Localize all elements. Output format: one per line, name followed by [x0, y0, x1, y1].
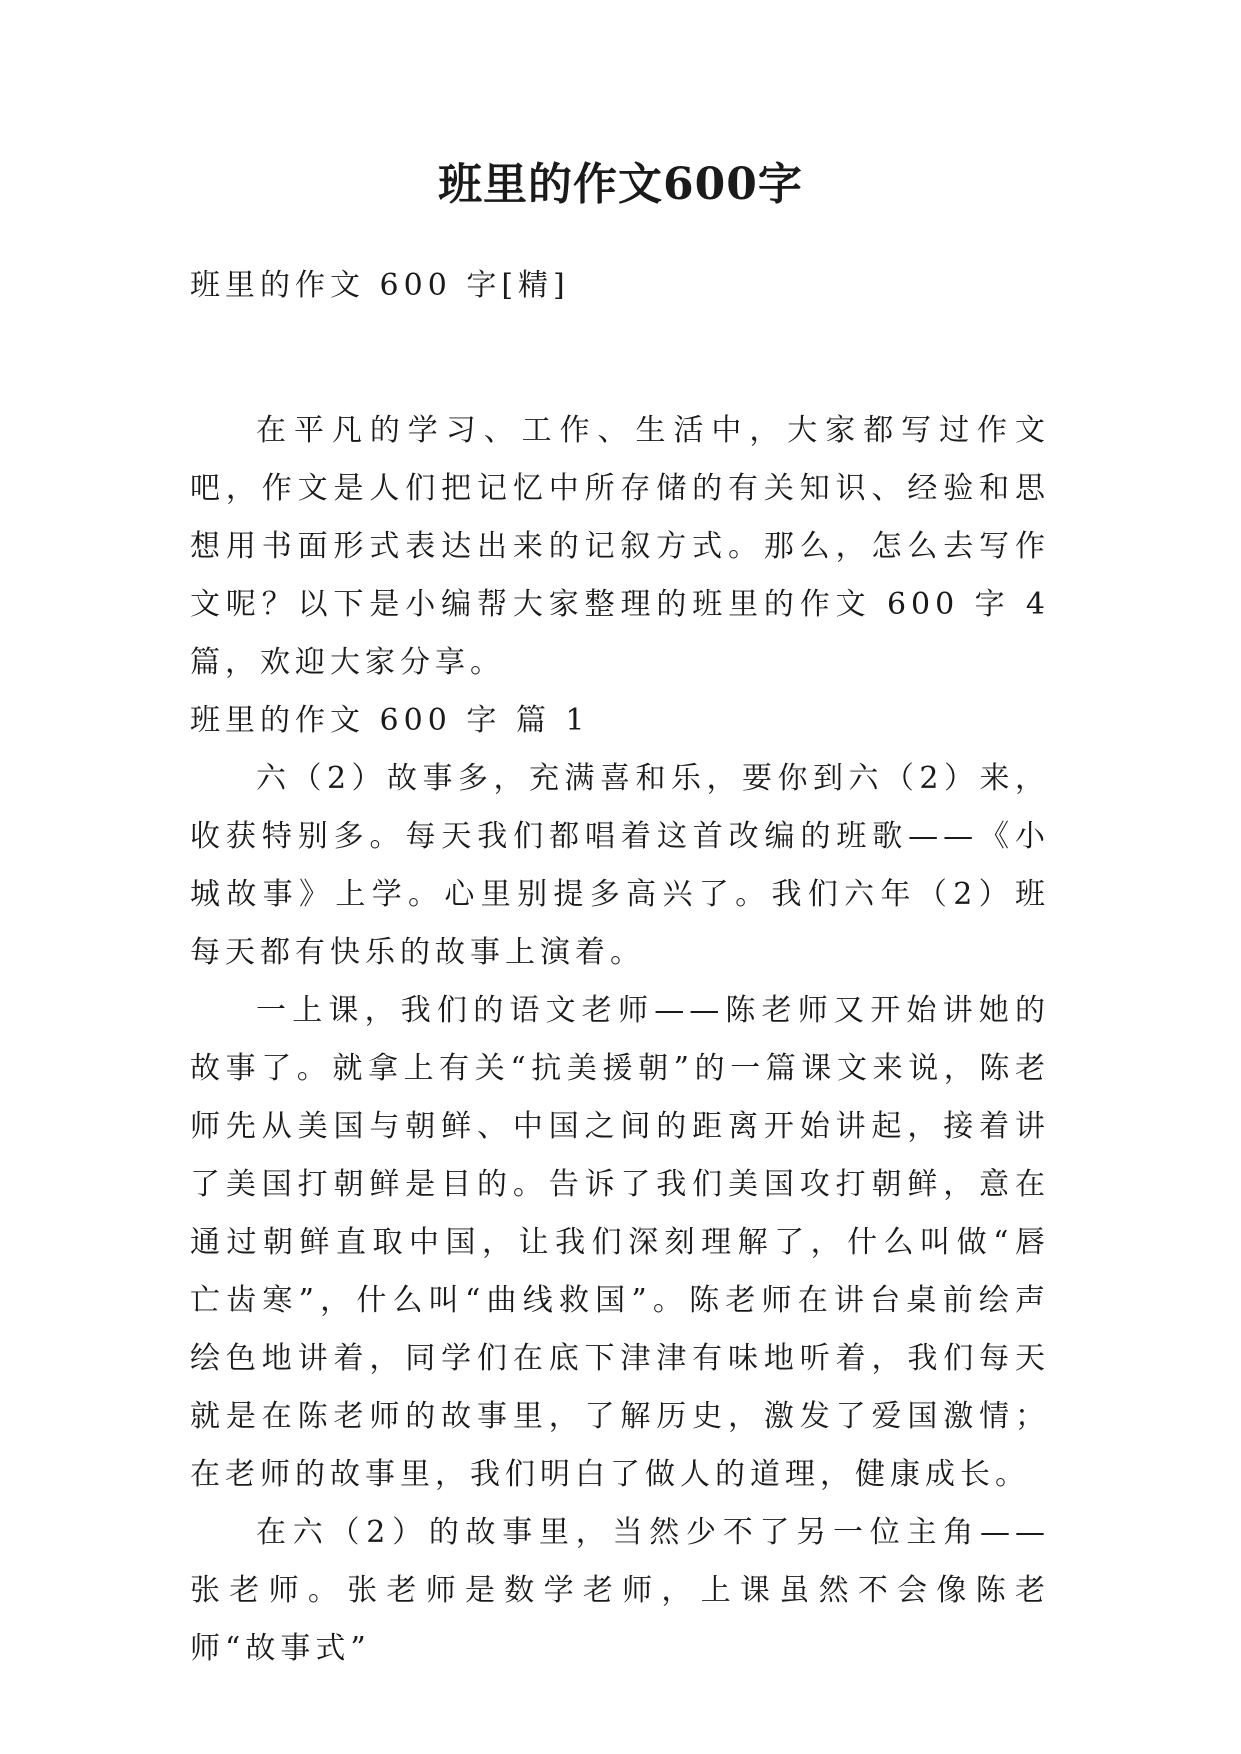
- document-title: 班里的作文600字: [438, 159, 803, 210]
- document-body: [190, 402, 1050, 1678]
- section-heading: 班里的作文 600 字 篇 1: [190, 703, 590, 738]
- intro-paragraph: 在平凡的学习、工作、生活中，大家都写过作文吧，作文是人们把记忆中所存储的有关知识、经验和思想用书面形式表达出来的记叙方式。那么，怎么去写作文呢？以下是小编帮大家整理的班里的作文 600 字 4 篇，欢迎大家分享。: [190, 413, 1050, 680]
- body-paragraph: 一上课，我们的语文老师——陈老师又开始讲她的故事了。就拿上有关“抗美援朝”的一篇课文来说，陈老师先从美国与朝鲜、中国之间的距离开始讲起，接着讲了美国打朝鲜是目的。告诉了我们美国攻打朝鲜，意在通过朝鲜直取中国，让我们深刻理解了，什么叫做“唇亡齿寒”，什么叫“曲线救国”。陈老师在讲台桌前绘声绘色地讲着，同学们在底下津津有味地听着，我们每天就是在陈老师的故事里，了解历史，激发了爱国激情；在老师的故事里，我们明白了做人的道理，健康成长。: [190, 993, 1050, 1492]
- document-subtitle: 班里的作文 600 字[精]: [190, 268, 570, 303]
- body-paragraph: 六（2）故事多，充满喜和乐，要你到六（2）来，收获特别多。每天我们都唱着这首改编的班歌——《小城故事》上学。心里别提多高兴了。我们六年（2）班每天都有快乐的故事上演着。: [190, 761, 1050, 970]
- body-paragraph: 在六（2）的故事里，当然少不了另一位主角——张老师。张老师是数学老师，上课虽然不会像陈老师“故事式”: [190, 1515, 1050, 1666]
